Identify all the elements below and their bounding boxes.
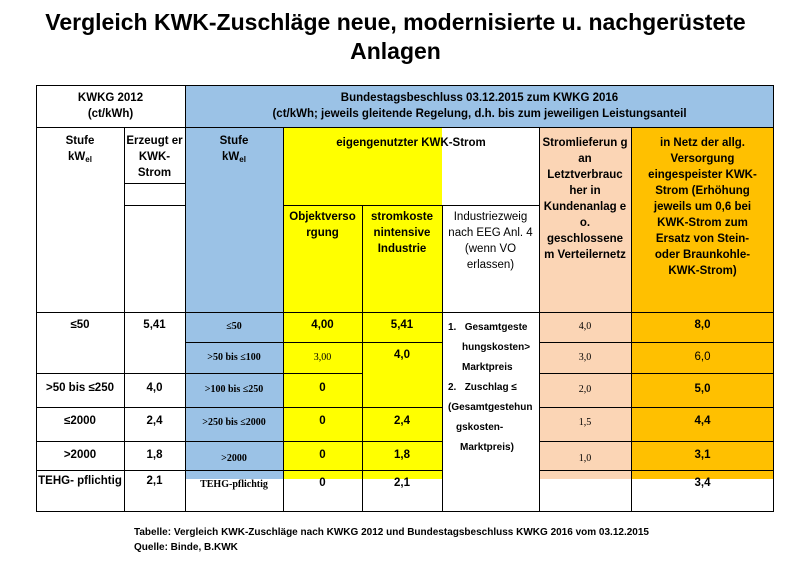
old-value-4-text: 1,8	[146, 449, 163, 461]
new-stufe-6-label: TEHG-pflichtig	[200, 479, 268, 490]
hline-body-start	[36, 312, 774, 313]
el-new-text: el	[239, 155, 246, 164]
new-strom-1	[362, 317, 442, 337]
industrie-list-row-1	[448, 318, 540, 338]
header-stufe-new	[185, 133, 283, 173]
new-objekt-1	[283, 317, 362, 337]
netz-label: in Netz der allg. Versorgung eingespeister KWK-Strom (Erhöhung jeweils um 0,6 bei KWK-Strom zum Ersatz von Stein- oder Braunkohle-KWK-Strom)	[648, 137, 757, 277]
new-objekt-6	[283, 475, 362, 495]
vline-1	[124, 127, 125, 512]
industrie-list-item-2d: Marktpreis)	[460, 442, 514, 453]
new-netz-5	[631, 447, 774, 467]
hline-erzeugter-1	[124, 183, 185, 184]
old-value-1	[124, 317, 185, 337]
page-title	[0, 8, 791, 66]
new-netz-6	[631, 475, 774, 495]
header-beschluss	[185, 85, 774, 127]
hline-row-5	[36, 470, 442, 471]
hline-row-2	[36, 373, 362, 374]
new-liefer-1	[539, 319, 631, 337]
industrie-list-item-2a: Zuschlag ≤	[464, 382, 517, 393]
new-stufe-1-label: ≤50	[226, 321, 242, 332]
header-netz	[631, 135, 774, 305]
hline-new-1	[185, 342, 442, 343]
new-stufe-3-label: >100 bis ≤250	[204, 384, 264, 395]
old-stufe-3	[36, 413, 124, 433]
industrie-list-item-1a: Gesamtgeste	[464, 322, 528, 333]
border-bottom	[36, 511, 774, 512]
stromlieferung-label: Stromlieferun g an Letztverbrauc her in Kundenanlag e o. geschlossene m Verteilernetz	[542, 137, 628, 261]
industrie-list-number-1: 1.	[448, 322, 457, 333]
header-stufe-old	[36, 133, 124, 173]
new-liefer-5-text: 1,0	[578, 453, 592, 464]
industrie-list-number-2: 2.	[448, 382, 457, 393]
new-stufe-2-label: >50 bis ≤100	[207, 352, 261, 363]
old-stufe-1	[36, 317, 124, 337]
new-liefer-1-text: 4,0	[578, 321, 592, 332]
old-stufe-3-label: ≤2000	[64, 415, 96, 427]
header-objekt	[283, 209, 362, 249]
new-objekt-2-text: 3,00	[313, 352, 332, 363]
kw-new-text: kW	[222, 151, 240, 163]
old-value-1-text: 5,41	[143, 319, 166, 331]
header-kwkg2012	[36, 85, 185, 127]
new-liefer-2-text: 3,0	[578, 352, 592, 363]
erzeugter-label: Erzeugt er KWK- Strom	[126, 135, 183, 179]
new-objekt-4-text: 0	[319, 415, 326, 427]
new-objekt-3	[283, 380, 362, 400]
new-netz-4-text: 4,4	[694, 415, 711, 427]
old-stufe-2-label: >50 bis ≤250	[45, 382, 114, 394]
new-stufe-4	[185, 415, 283, 433]
new-liefer-4	[539, 415, 631, 433]
hline-header	[36, 127, 774, 128]
new-objekt-6-text: 0	[319, 477, 326, 489]
new-objekt-4	[283, 413, 362, 433]
stufe-label: Stufe	[65, 135, 95, 147]
stromkosten-label: stromkoste nintensive Industrie	[371, 211, 433, 255]
new-objekt-1-text: 4,00	[311, 319, 334, 331]
new-strom-2	[362, 347, 442, 367]
header-industrie	[442, 209, 539, 279]
new-netz-2	[631, 349, 774, 369]
old-stufe-1-label: ≤50	[70, 319, 90, 331]
new-netz-5-text: 3,1	[694, 449, 711, 461]
old-value-5-text: 2,1	[146, 475, 163, 487]
new-netz-2-text: 6,0	[694, 351, 711, 363]
border-left	[36, 85, 37, 512]
new-netz-3-text: 5,0	[694, 383, 711, 395]
hline-erzeugter-2	[124, 205, 185, 206]
objekt-label: Objektverso rgung	[289, 211, 356, 239]
kwkg2012-label: KWKG 2012	[77, 92, 144, 104]
new-liefer-5	[539, 451, 631, 469]
header-stromkosten	[362, 209, 442, 255]
old-value-2	[124, 380, 185, 400]
new-netz-1	[631, 317, 774, 337]
hline-row-2b	[539, 373, 774, 374]
stufe-new-label: Stufe	[219, 135, 249, 147]
new-strom-4-text: 2,4	[394, 415, 410, 427]
new-netz-4	[631, 413, 774, 433]
new-liefer-2	[539, 350, 631, 368]
kw-new-label	[222, 149, 246, 168]
hline-row-4	[36, 441, 442, 442]
vline-5	[442, 205, 443, 512]
industrie-label: Industriezweig nach EEG Anl. 4 (wenn VO erlassen)	[448, 211, 533, 271]
beschluss-label: Bundestagsbeschluss 03.12.2015 zum KWKG 2016	[340, 92, 619, 104]
new-strom-4	[362, 413, 442, 433]
new-liefer-3-text: 2,0	[578, 384, 592, 395]
industrie-list-item-1b: hungskosten>	[462, 342, 531, 353]
kw-text: kW	[68, 151, 86, 163]
new-strom-5-text: 1,8	[394, 449, 410, 461]
new-stufe-1	[185, 319, 283, 337]
old-value-2-text: 4,0	[146, 382, 163, 394]
comparison-table	[36, 85, 774, 512]
new-stufe-5-label: >2000	[221, 453, 247, 464]
title-line-2: Anlagen	[350, 38, 441, 64]
new-stufe-4-label: >250 bis ≤2000	[202, 417, 266, 428]
eigen-label: eigengenutzter KWK-Strom	[336, 137, 486, 149]
vline-6	[539, 127, 540, 512]
industrie-list-item-2b: (Gesamtgestehun	[448, 402, 533, 413]
old-value-3	[124, 413, 185, 433]
new-stufe-2	[185, 350, 283, 368]
old-stufe-4	[36, 447, 124, 467]
old-stufe-5	[36, 473, 124, 509]
new-strom-2-text: 4,0	[394, 349, 410, 361]
industrie-list-item-1c: Marktpreis	[462, 362, 513, 373]
new-strom-6-text: 2,1	[394, 477, 410, 489]
border-top	[36, 85, 774, 86]
industrie-list-item-2c: gskosten-	[456, 422, 504, 433]
old-stufe-4-label: >2000	[63, 449, 97, 461]
new-objekt-2	[283, 350, 362, 368]
vline-7	[631, 127, 632, 512]
vline-4	[362, 205, 363, 512]
new-netz-6-text: 3,4	[694, 477, 711, 489]
new-stufe-6	[185, 477, 283, 495]
vline-3	[283, 127, 284, 512]
caption-table: Tabelle: Vergleich KWK-Zuschläge nach KWKG 2012 und Bundestagsbeschluss KWKG 2016 vom 03.12.2015	[134, 527, 649, 538]
beschluss-sub: (ct/kWh; jeweils gleitende Regelung, d.h. bis zum jeweiligen Leistungsanteil	[272, 108, 687, 120]
industrie-list	[448, 318, 540, 453]
hline-row-4b	[539, 441, 774, 442]
new-liefer-4-text: 1,5	[578, 417, 592, 428]
new-stufe-5	[185, 451, 283, 469]
old-value-5	[124, 473, 185, 493]
header-stromlieferung	[539, 135, 631, 285]
hline-row-3b	[539, 407, 774, 408]
vline-2	[185, 85, 186, 512]
new-objekt-5-text: 0	[319, 449, 326, 461]
new-strom-1-text: 5,41	[390, 319, 414, 331]
new-objekt-3-text: 0	[319, 382, 326, 394]
hline-eigen-sub	[283, 205, 539, 206]
old-stufe-5-label: TEHG- pflichtig	[38, 475, 122, 487]
industrie-list-row-2	[448, 378, 540, 398]
new-liefer-3	[539, 382, 631, 400]
el-text: el	[85, 155, 92, 164]
hline-new-1b	[539, 342, 774, 343]
title-line-1: Vergleich KWK-Zuschläge neue, modernisierte u. nachgerüstete	[45, 9, 746, 35]
kwkg2012-unit: (ct/kWh)	[87, 108, 134, 120]
old-stufe-2	[36, 380, 124, 400]
new-netz-1-text: 8,0	[694, 319, 711, 331]
new-strom-5	[362, 447, 442, 467]
kw-label	[68, 149, 92, 168]
caption-source: Quelle: Binde, B.KWK	[134, 542, 238, 553]
header-eigen	[283, 135, 539, 153]
header-erzeugter	[124, 133, 185, 183]
new-objekt-5	[283, 447, 362, 467]
border-right	[773, 85, 774, 512]
new-strom-6	[362, 475, 442, 495]
old-value-4	[124, 447, 185, 467]
old-value-3-text: 2,4	[146, 415, 163, 427]
new-netz-3	[631, 381, 774, 401]
hline-row-5b	[539, 470, 774, 471]
new-stufe-3	[185, 382, 283, 400]
hline-row-3	[36, 407, 442, 408]
